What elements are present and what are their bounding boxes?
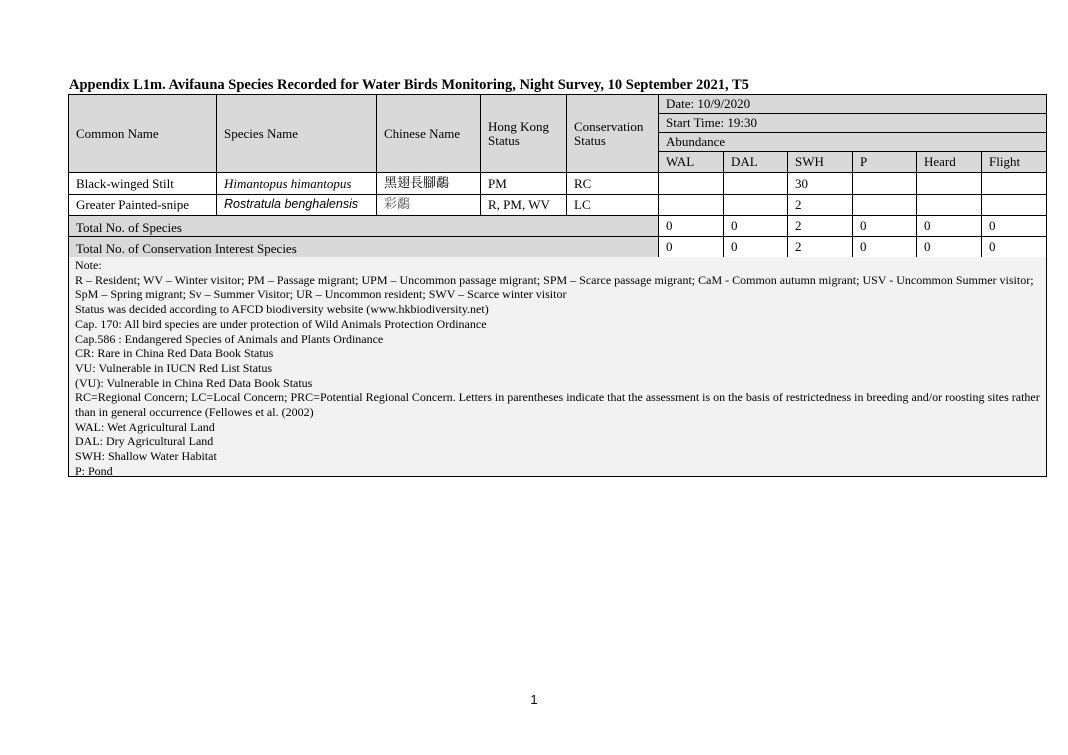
cell-dal	[724, 195, 788, 216]
cell-conservation: RC	[567, 173, 659, 195]
cell-heard	[917, 173, 982, 195]
header-conservation-status: Conservation Status	[567, 95, 659, 173]
header-swh: SWH	[788, 152, 853, 173]
total-heard: 0	[917, 216, 982, 237]
total-dal: 0	[724, 237, 788, 258]
total-flight: 0	[982, 216, 1047, 237]
note-heading: Note:	[75, 258, 102, 272]
total-heard: 0	[917, 237, 982, 258]
total-flight: 0	[982, 237, 1047, 258]
header-abundance: Abundance	[659, 133, 1047, 152]
total-wal: 0	[659, 216, 724, 237]
table-row	[69, 173, 1047, 195]
header-hk-status: Hong Kong Status	[481, 95, 567, 173]
cell-flight	[982, 173, 1047, 195]
note-line: Cap.586 : Endangered Species of Animals and Plants Ordinance	[75, 331, 384, 346]
total-dal: 0	[724, 216, 788, 237]
cell-common-name: Black-winged Stilt	[69, 173, 217, 195]
header-p: P	[853, 152, 917, 173]
header-dal: DAL	[724, 152, 788, 173]
total-conservation-label: Total No. of Conservation Interest Species	[69, 237, 659, 258]
cell-hk-status: PM	[481, 173, 567, 195]
header-flight: Flight	[982, 152, 1047, 173]
cell-hk-status: R, PM, WV	[481, 195, 567, 216]
note-line: Status was decided according to AFCD biodiversity website (www.hkbiodiversity.net)	[75, 302, 489, 317]
note-line: DAL: Dry Agricultural Land	[75, 434, 214, 449]
total-swh: 2	[788, 216, 853, 237]
cell-p	[853, 195, 917, 216]
cell-wal	[659, 195, 724, 216]
note-line: P: Pond	[75, 463, 113, 478]
header-wal: WAL	[659, 152, 724, 173]
cell-heard	[917, 195, 982, 216]
total-swh: 2	[788, 237, 853, 258]
species-table	[68, 94, 1047, 258]
cell-wal	[659, 173, 724, 195]
header-date: Date: 10/9/2020	[659, 95, 1047, 114]
cell-species-name: Himantopus himantopus	[217, 173, 377, 195]
cell-swh: 30	[788, 173, 853, 195]
cell-chinese-name: 彩鷸	[377, 195, 481, 216]
total-species-label: Total No. of Species	[69, 216, 659, 237]
table-row	[69, 195, 1047, 216]
total-row	[69, 216, 1047, 237]
cell-dal	[724, 173, 788, 195]
header-species-name: Species Name	[217, 95, 377, 173]
note-line: CR: Rare in China Red Data Book Status	[75, 346, 274, 361]
total-wal: 0	[659, 237, 724, 258]
cell-swh: 2	[788, 195, 853, 216]
header-heard: Heard	[917, 152, 982, 173]
note-line: WAL: Wet Agricultural Land	[75, 419, 215, 434]
cell-conservation: LC	[567, 195, 659, 216]
note-line: VU: Vulnerable in IUCN Red List Status	[75, 360, 273, 375]
note-line: SWH: Shallow Water Habitat	[75, 449, 217, 464]
page-number: 1	[530, 692, 538, 707]
total-row	[69, 237, 1047, 258]
header-common-name: Common Name	[69, 95, 217, 173]
total-p: 0	[853, 216, 917, 237]
cell-common-name: Greater Painted-snipe	[69, 195, 217, 216]
note-line: R – Resident; WV – Winter visitor; PM – Passage migrant; UPM – Uncommon passage migrant; SPM – Scarce passage migrant; CaM - Common autumn migrant; USV - Uncommon Summer visitor; SpM – Spring migrant; Sv – Summer Visitor; UR – Uncommon resident; SWV – Scarce winter visitor	[75, 272, 1034, 302]
cell-p	[853, 173, 917, 195]
header-start-time: Start Time: 19:30	[659, 114, 1047, 133]
note-line: (VU): Vulnerable in China Red Data Book Status	[75, 375, 313, 390]
header-chinese-name: Chinese Name	[377, 95, 481, 173]
note-line: RC=Regional Concern; LC=Local Concern; PRC=Potential Regional Concern. Letters in parentheses indicate that the assessment is on the basis of restrictedness in breeding and/or roosting sites rather than in general occurrence (Fellowes et al. (2002)	[75, 390, 1040, 420]
cell-species-name: Rostratula benghalensis	[217, 195, 377, 216]
notes-box	[68, 257, 1047, 477]
cell-chinese-name: 黑翅長腳鷸	[377, 173, 481, 195]
appendix-title: Appendix L1m. Avifauna Species Recorded for Water Birds Monitoring, Night Survey, 10 September 2021, T5	[69, 77, 749, 93]
total-p: 0	[853, 237, 917, 258]
cell-flight	[982, 195, 1047, 216]
note-line: Cap. 170: All bird species are under protection of Wild Animals Protection Ordinance	[75, 316, 487, 331]
